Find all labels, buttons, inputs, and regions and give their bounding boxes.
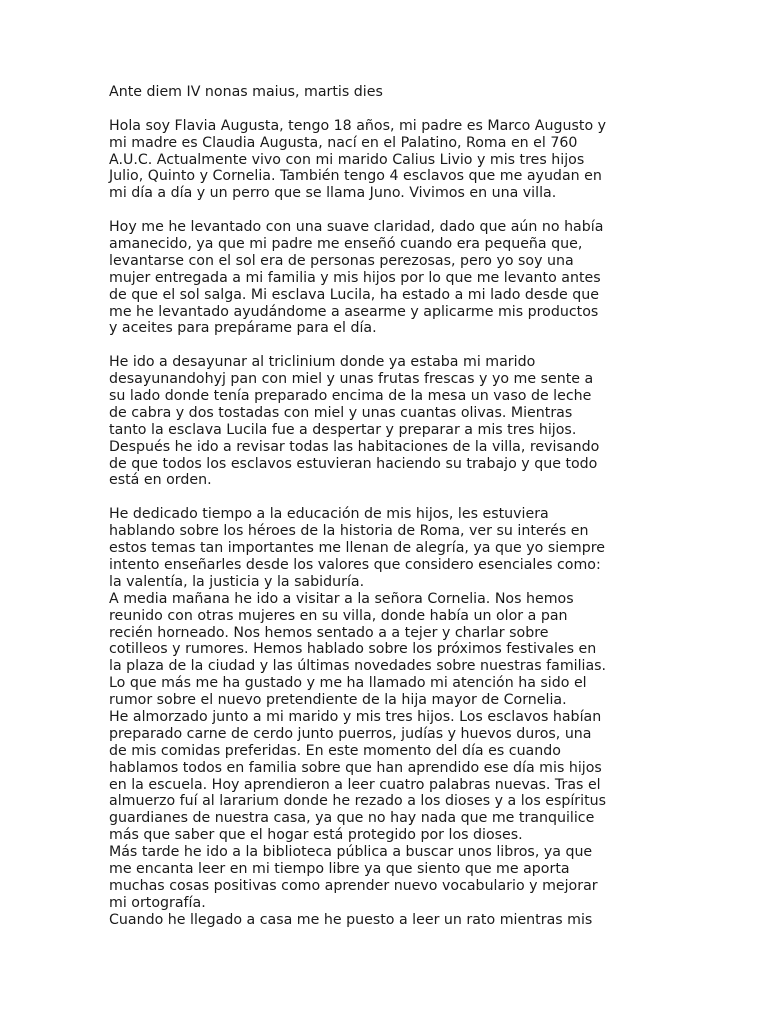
text-line: muchas cosas positivas como aprender nuevo vocabulario y mejorar: [109, 877, 598, 894]
paragraph-gap: [109, 489, 669, 506]
text-line: Hoy me he levantado con una suave claridad, dado que aún no había: [109, 219, 604, 236]
text-line: Después he ido a revisar todas las habitaciones de la villa, revisando: [109, 438, 600, 455]
text-line: He almorzado junto a mi marido y mis tres hijos. Los esclavos habían: [109, 708, 602, 725]
text-line: la valentía, la justicia y la sabiduría.: [109, 573, 365, 590]
text-line: estos temas tan importantes me llenan de alegría, ya que yo siempre: [109, 540, 605, 557]
text-line: mi madre es Claudia Augusta, nací en el Palatino, Roma en el 760: [109, 134, 578, 151]
text-line: Cuando he llegado a casa me he puesto a leer un rato mientras mis: [109, 911, 593, 928]
text-line: reunido con otras mujeres en su villa, donde había un olor a pan: [109, 607, 568, 624]
text-line: Julio, Quinto y Cornelia. También tengo 4 esclavos que me ayudan en: [109, 168, 602, 185]
text-line: de cabra y dos tostadas con miel y unas cuantas olivas. Mientras: [109, 404, 573, 421]
text-line: está en orden.: [109, 472, 212, 489]
text-line: mi ortografía.: [109, 894, 206, 911]
text-line: preparado carne de cerdo junto puerros, judías y huevos duros, una: [109, 725, 592, 742]
text-line: He ido a desayunar al triclinium donde ya estaba mi marido: [109, 354, 536, 371]
paragraph-gap: [109, 337, 669, 354]
paragraph: [109, 219, 669, 337]
text-line: almuerzo fuí al lararium donde he rezado a los dioses y a los espíritus: [109, 793, 607, 810]
paragraph-gap: [109, 202, 669, 219]
text-line: A media mañana he ido a visitar a la señora Cornelia. Nos hemos: [109, 590, 574, 607]
document-body: [109, 84, 669, 929]
text-line: de mis comidas preferidas. En este momento del día es cuando: [109, 742, 561, 759]
text-line: en la escuela. Hoy aprendieron a leer cuatro palabras nuevas. Tras el: [109, 776, 601, 793]
text-line: la plaza de la ciudad y las últimas novedades sobre nuestras familias.: [109, 658, 607, 675]
text-line: mujer entregada a mi familia y mis hijos por lo que me levanto antes: [109, 269, 601, 286]
text-line: mi día a día y un perro que se llama Juno. Vivimos en una villa.: [109, 185, 557, 202]
text-line: de que todos los esclavos estuvieran haciendo su trabajo y que todo: [109, 455, 598, 472]
text-line: rumor sobre el nuevo pretendiente de la hija mayor de Cornelia.: [109, 692, 567, 709]
text-line: He dedicado tiempo a la educación de mis hijos, les estuviera: [109, 506, 549, 523]
text-line: Lo que más me ha gustado y me ha llamado mi atención ha sido el: [109, 675, 587, 692]
paragraph: [109, 354, 669, 489]
text-line: guardianes de nuestra casa, ya que no hay nada que me tranquilice: [109, 810, 595, 827]
text-line: me encanta leer en mi tiempo libre ya que siento que me aporta: [109, 860, 570, 877]
text-line: me he levantado ayudándome a asearme y aplicarme mis productos: [109, 303, 599, 320]
text-line: de que el sol salga. Mi esclava Lucila, ha estado a mi lado desde que: [109, 286, 599, 303]
paragraph-gap: [109, 101, 669, 118]
paragraph: [109, 506, 669, 928]
text-line: Hola soy Flavia Augusta, tengo 18 años, mi padre es Marco Augusto y: [109, 117, 607, 134]
text-line: hablando sobre los héroes de la historia de Roma, ver su interés en: [109, 523, 589, 540]
text-line: cotilleos y rumores. Hemos hablado sobre los próximos festivales en: [109, 641, 597, 658]
text-line: Más tarde he ido a la biblioteca pública a buscar unos libros, ya que: [109, 844, 593, 861]
text-line: más que saber que el hogar está protegido por los dioses.: [109, 827, 523, 844]
text-line: desayunandohyj pan con miel y unas frutas frescas y yo me sente a: [109, 371, 594, 388]
text-line: y aceites para prepárame para el día.: [109, 320, 377, 337]
text-line: amanecido, ya que mi padre me enseñó cuando era pequeña que,: [109, 236, 583, 253]
text-line: A.U.C. Actualmente vivo con mi marido Calius Livio y mis tres hijos: [109, 151, 585, 168]
paragraph: [109, 118, 669, 202]
text-line: intento enseñarles desde los valores que considero esenciales como:: [109, 556, 601, 573]
document-heading: Ante diem IV nonas maius, martis dies: [109, 84, 383, 100]
text-line: recién horneado. Nos hemos sentado a a tejer y charlar sobre: [109, 624, 549, 641]
text-line: su lado donde tenía preparado encima de la mesa un vaso de leche: [109, 388, 592, 405]
text-line: hablamos todos en familia sobre que han aprendido ese día mis hijos: [109, 759, 602, 776]
text-line: tanto la esclava Lucila fue a despertar y preparar a mis tres hijos.: [109, 421, 577, 438]
text-line: levantarse con el sol era de personas perezosas, pero yo soy una: [109, 252, 574, 269]
